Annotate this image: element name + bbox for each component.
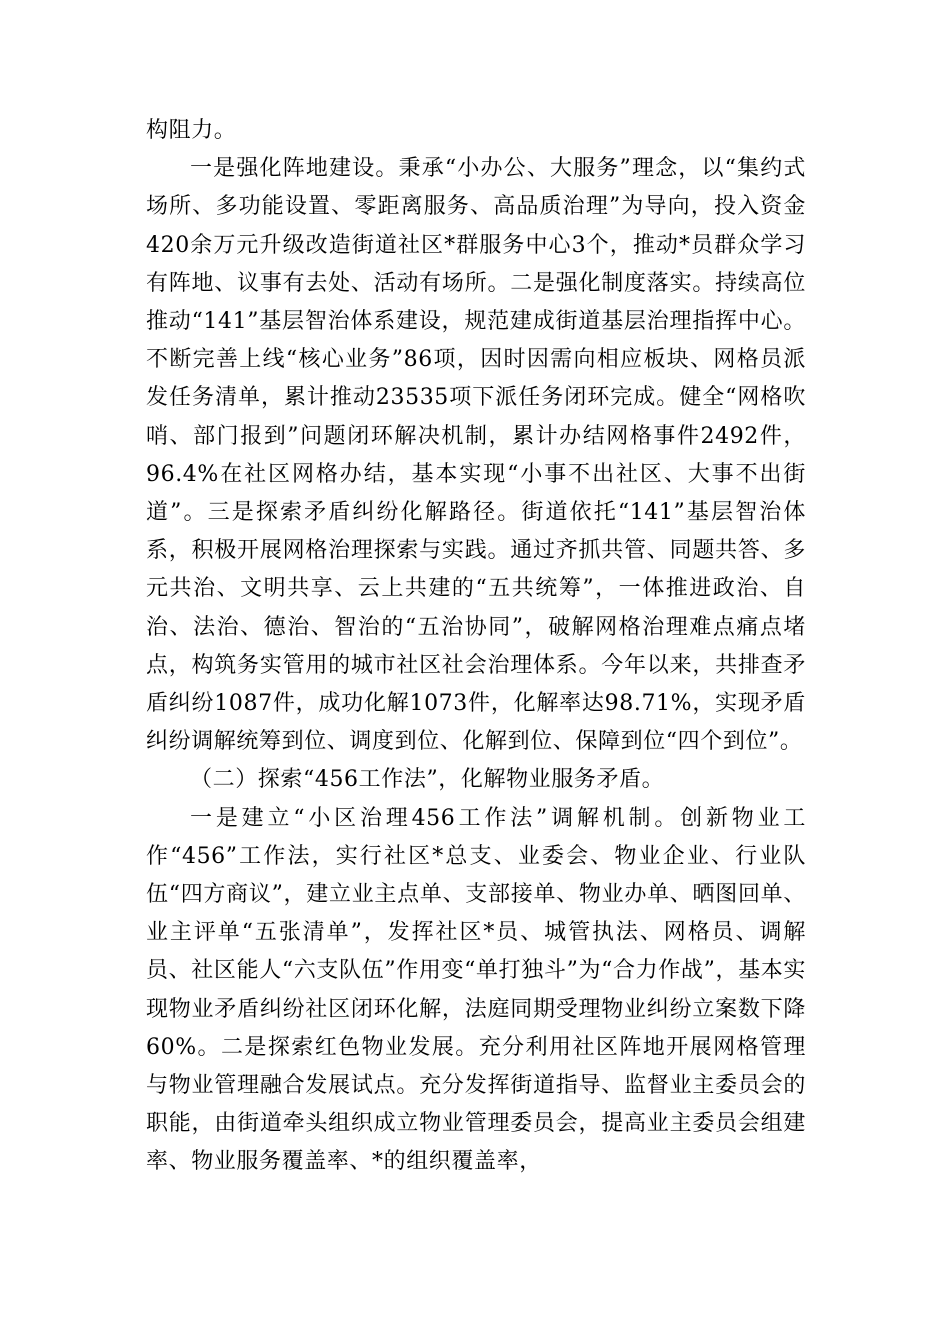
paragraph-property-mediation: 一是建立“小区治理456工作法”调解机制。创新物业工作“456”工作法，实行社区*总支、业委会、物业企业、行业队伍“四方商议”，建立业主点单、支部接单、物业办单、晒图回单、业主评单“五张清单”，发挥社区*员、城管执法、网格员、调解员、社区能人“六支队伍”作用变“单打独斗”为“合力作战”，基本实现物业矛盾纠纷社区闭环化解，法庭同期受理物业纠纷立案数下降60%。二是探索红色物业发展。充分利用社区阵地开展网格管理与物业管理融合发展试点。充分发挥街道指导、监督业主委员会的职能，由街道牵头组织成立物业管理委员会，提高业主委员会组建率、物业服务覆盖率、*的组织覆盖率， <box>146 805 806 1175</box>
paragraph-positions-building: 一是强化阵地建设。秉承“小办公、大服务”理念，以“集约式场所、多功能设置、零距离服务、高品质治理”为导向，投入资金420余万元升级改造街道社区*群服务中心3个，推动*员群众学习有阵地、议事有去处、活动有场所。二是强化制度落实。持续高位推动“141”基层智治体系建设，规范建成街道基层治理指挥中心。不断完善上线“核心业务”86项，因时因需向相应板块、网格员派发任务清单，累计推动23535项下派任务闭环完成。健全“网格吹哨、部门报到”问题闭环解决机制，累计办结网格事件2492件，96.4%在社区网格办结，基本实现“小事不出社区、大事不出街道”。三是探索矛盾纠纷化解路径。街道依托“141”基层智治体系，积极开展网格治理探索与实践。通过齐抓共管、同题共答、多元共治、文明共享、云上共建的“五共统筹”，一体推进政治、自治、法治、德治、智治的“五治协同”，破解网格治理难点痛点堵点，构筑务实管用的城市社区社会治理体系。今年以来，共排查矛盾纠纷1087件，成功化解1073件，化解率达98.71%，实现矛盾纠纷调解统筹到位、调度到位、化解到位、保障到位“四个到位”。 <box>146 156 806 755</box>
paragraph-continuation: 构阻力。 <box>146 118 237 143</box>
section-heading-456-method: （二）探索“456工作法”，化解物业服务矛盾。 <box>190 767 665 793</box>
document-page <box>146 112 806 1182</box>
